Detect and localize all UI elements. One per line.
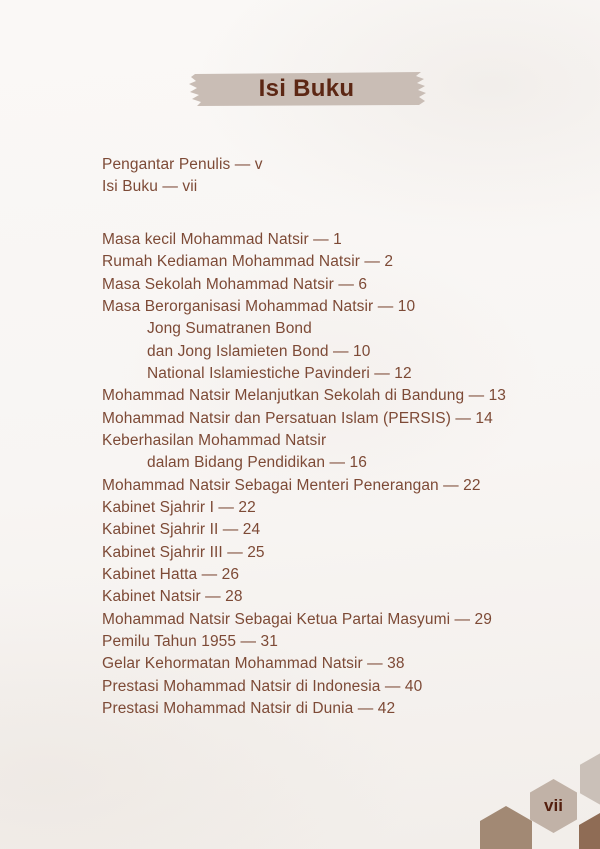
hexagon-graphic [450, 740, 600, 849]
toc-entry-text: Pemilu Tahun 1955 — 31 [102, 633, 278, 650]
hexagon-bottom-left [480, 806, 532, 849]
toc-entry-text: Kabinet Hatta — 26 [102, 565, 240, 583]
toc-entry-text: Kabinet Sjahrir II — 24 [102, 521, 261, 539]
toc-entry-text: Prestasi Mohammad Natsir di Dunia — 42 [102, 700, 396, 718]
toc-entry-text: Gelar Kehormatan Mohammad Natsir — 38 [102, 655, 405, 673]
toc-entry-text: Kabinet Sjahrir I — 22 [102, 498, 256, 516]
toc-entry [102, 154, 562, 176]
toc-entry-text: Mohammad Natsir dan Persatuan Islam (PERSIS) — 14 [102, 409, 493, 427]
toc-entry-text: dalam Bidang Pendidikan — 16 [147, 454, 367, 472]
toc-entry [102, 564, 562, 586]
toc-entry-text: Jong Sumatranen Bond [147, 320, 312, 338]
hexagon-bottom-right [579, 809, 600, 849]
toc-entry [102, 229, 562, 251]
toc-entry-text: dan Jong Islamieten Bond — 10 [147, 342, 371, 360]
chapter-banner [183, 71, 430, 107]
toc-entry-text: Keberhasilan Mohammad Natsir [102, 431, 327, 449]
toc-entry [102, 631, 562, 653]
toc-entry-text: Mohammad Natsir Sebagai Ketua Partai Masyumi — 29 [102, 610, 492, 628]
toc-entry [102, 475, 562, 497]
footer-hexagons [450, 740, 600, 849]
toc-entry [102, 542, 562, 564]
toc-entry [102, 408, 562, 430]
toc-entry-text: Kabinet Sjahrir III — 25 [102, 543, 265, 561]
toc-entry [102, 698, 562, 720]
toc-entry [102, 341, 562, 363]
toc-entry-text: National Islamiestiche Pavinderi — 12 [147, 364, 412, 382]
toc-entry [102, 586, 562, 608]
toc-entry [102, 296, 562, 318]
toc-entry-text: Rumah Kediaman Mohammad Natsir — 2 [102, 253, 394, 271]
toc-entry-text: Masa Sekolah Mohammad Natsir — 6 [102, 275, 368, 293]
toc-entry [102, 676, 562, 698]
toc-entry-text: Mohammad Natsir Sebagai Menteri Penerangan — 22 [102, 476, 481, 494]
page-title: Isi Buku [258, 75, 355, 102]
toc-entry [102, 609, 562, 631]
toc-entry-text: Isi Buku — vii [102, 178, 198, 196]
toc-entry [102, 385, 562, 407]
toc-entry [102, 430, 562, 452]
table-of-contents [102, 154, 562, 720]
toc-entry-text: Kabinet Natsir — 28 [102, 588, 243, 606]
toc-entry-text: Masa kecil Mohammad Natsir — 1 [102, 230, 342, 248]
toc-entry [102, 497, 562, 519]
toc-entry [102, 363, 562, 385]
toc-entry [102, 251, 562, 273]
toc-entry [102, 519, 562, 541]
toc-entry [102, 452, 562, 474]
front-matter-list [102, 154, 562, 199]
toc-list [102, 229, 562, 721]
toc-entry-text: Pengantar Penulis — v [102, 156, 263, 173]
toc-entry [102, 653, 562, 675]
toc-entry-text: Masa Berorganisasi Mohammad Natsir — 10 [102, 297, 416, 315]
toc-entry [102, 318, 562, 340]
page-number: vii [544, 796, 563, 815]
hexagon-top-right [580, 751, 600, 808]
toc-entry [102, 274, 562, 296]
toc-entry [102, 176, 562, 198]
toc-entry-text: Prestasi Mohammad Natsir di Indonesia — 40 [102, 677, 423, 695]
toc-entry-text: Mohammad Natsir Melanjutkan Sekolah di Bandung — 13 [102, 387, 507, 405]
